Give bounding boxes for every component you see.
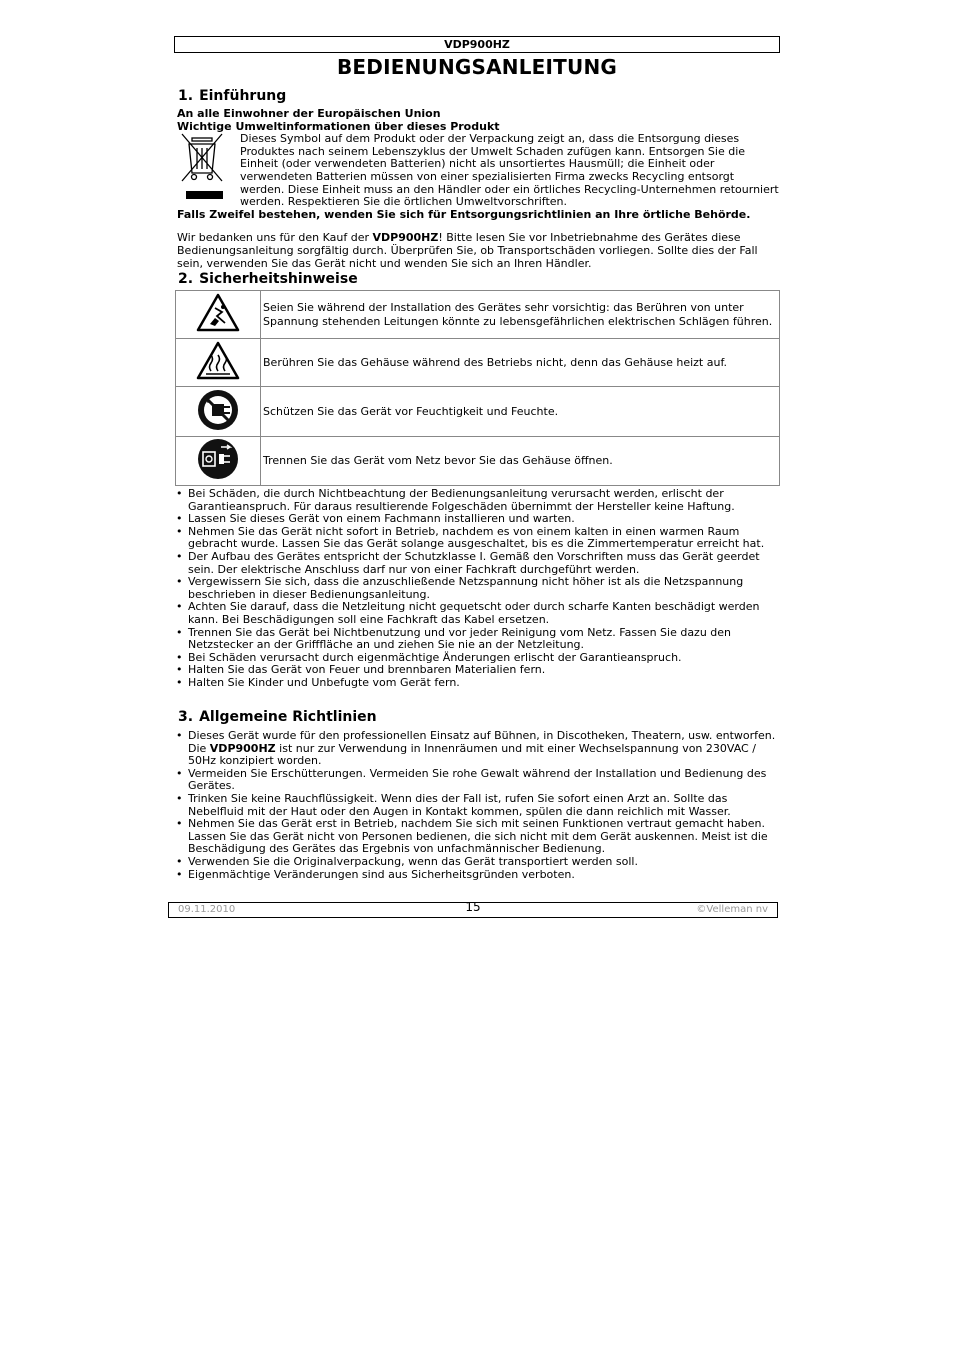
list-item: • Bei Schäden verursacht durch eigenmächtige Änderungen erlischt der Garantieanspruch.	[174, 652, 780, 665]
thanks-paragraph: Wir bedanken uns für den Kauf der VDP900HZ! Bitte lesen Sie vor Inbetriebnahme des Gerätes diese Bedienungsanleitung sorgfältig durch. Überprüfen Sie, ob Transportschäden vorliegen. Sollte dies der Fall sein, verwenden Sie das Gerät nicht und wenden Sie sich an Ihren Händler.	[177, 231, 758, 270]
safety-text-shock: Seien Sie während der Installation des Gerätes sehr vorsichtig: das Berühren von unter Spannung stehenden Leitungen könnte zu lebensgefährlichen elektrischen Schlägen führen.	[261, 291, 780, 339]
section-heading-guidelines: 3. Allgemeine Richtlinien	[178, 709, 377, 725]
manual-page	[174, 36, 780, 881]
list-item: • Halten Sie das Gerät von Feuer und brennbaren Materialien fern.	[174, 664, 780, 677]
safety-list	[174, 488, 780, 690]
safety-text-hot: Berühren Sie das Gehäuse während des Betriebs nicht, denn das Gehäuse heizt auf.	[261, 339, 780, 387]
list-item: • Eigenmächtige Veränderungen sind aus Sicherheitsgründen verboten.	[174, 869, 780, 882]
intro-block	[177, 108, 779, 270]
list-item: • Nehmen Sie das Gerät nicht sofort in Betrieb, nachdem es von einem kalten in einen warmen Raum gebracht wurde. Lassen Sie das Gerät solange ausgeschaltet, bis es die Zimmertemperatur erreicht hat.	[174, 526, 780, 551]
footer-copyright: ©Velleman nv	[696, 904, 768, 915]
list-item: • Achten Sie darauf, dass die Netzleitung nicht gequetscht oder durch scharfe Kanten beschädigt werden kann. Bei Beschädigungen soll eine Fachkraft das Kabel ersetzen.	[174, 601, 780, 626]
disconnect-power-icon	[176, 437, 261, 485]
no-moisture-icon	[176, 387, 261, 437]
disposal-advice: Falls Zweifel bestehen, wenden Sie sich für Entsorgungsrichtlinien an Ihre örtliche Behörde.	[177, 207, 751, 221]
table-row	[176, 291, 780, 339]
list-item: • Bei Schäden, die durch Nichtbeachtung der Bedienungsanleitung verursacht werden, erlischt der Garantieanspruch. Für daraus resultierende Folgeschäden übernimmt der Hersteller keine Haftung.	[174, 488, 780, 513]
list-item: • Verwenden Sie die Originalverpackung, wenn das Gerät transportiert werden soll.	[174, 856, 780, 869]
section-heading-intro: 1. Einführung	[178, 88, 287, 104]
list-item: • Nehmen Sie das Gerät erst in Betrieb, nachdem Sie sich mit seinen Funktionen vertraut gemacht haben. Lassen Sie das Gerät nicht von Personen bedienen, die sich nicht mit dem Gerät auskennen. Meist ist die Beschädigung des Gerätes das Ergebnis von unfachmännischer Bedienung.	[174, 818, 780, 856]
list-item: • Der Aufbau des Gerätes entspricht der Schutzklasse I. Gemäß den Vorschriften muss das Gerät geerdet sein. Der elektrische Anschluss darf nur von einer Fachkraft durchgeführt werden.	[174, 551, 780, 576]
page-number: 15	[465, 900, 481, 914]
model-name: VDP900HZ	[209, 741, 276, 755]
table-row	[176, 339, 780, 387]
list-item: • Trinken Sie keine Rauchflüssigkeit. Wenn dies der Fall ist, rufen Sie sofort einen Arzt an. Sollte das Nebelfluid mit der Haut oder den Augen in Kontakt kommen, spülen die dann reichlich mit Wasser.	[174, 793, 780, 818]
list-item: • Lassen Sie dieses Gerät von einem Fachmann installieren und warten.	[174, 513, 780, 526]
list-item: • Vermeiden Sie Erschütterungen. Vermeiden Sie rohe Gewalt während der Installation und Bedienung des Gerätes.	[174, 768, 780, 793]
list-item: • Trennen Sie das Gerät bei Nichtbenutzung und vor jeder Reinigung vom Netz. Fassen Sie dazu den Netzstecker an der Grifffläche an und ziehen Sie nie an der Netzleitung.	[174, 627, 780, 652]
footer-date: 09.11.2010	[178, 904, 236, 915]
list-item: • Halten Sie Kinder und Unbefugte vom Gerät fern.	[174, 677, 780, 690]
safety-text-moisture: Schützen Sie das Gerät vor Feuchtigkeit und Feuchte.	[261, 387, 780, 437]
model-name: VDP900HZ	[372, 231, 439, 245]
table-row	[176, 387, 780, 437]
guidelines-list	[174, 730, 780, 881]
recycling-text: Dieses Symbol auf dem Produkt oder der Verpackung zeigt an, dass die Entsorgung dieses Produktes nach seinem Lebenszyklus der Umwelt Schaden zufügen kann. Entsorgen Sie die Einheit (oder verwendeten Batterien) nicht als unsortiertes Hausmüll; die Einheit oder verwendeten Batterien müssen von einer spezialisierten Firma zwecks Recycling entsorgt werden. Diese Einheit muss an den Händler oder ein örtliches Recycling-Unternehmen retourniert werden. Respektieren Sie die örtlichen Umweltvorschriften.	[240, 132, 779, 209]
electric-shock-warning-icon	[176, 291, 261, 339]
page-title: BEDIENUNGSANLEITUNG	[336, 55, 618, 79]
section-heading-safety: 2. Sicherheitshinweise	[178, 271, 358, 287]
list-item: • Dieses Gerät wurde für den professionellen Einsatz auf Bühnen, in Discotheken, Theatern, usw. entworfen. Die VDP900HZ ist nur zur Verwendung in Innenräumen und mit einer Wechselspannung von 230VAC / 50Hz konzipiert worden.	[174, 730, 780, 768]
table-row	[176, 437, 780, 485]
page-footer	[168, 902, 778, 918]
environment-heading: Wichtige Umweltinformationen über dieses Produkt	[177, 119, 500, 133]
hot-surface-warning-icon	[176, 339, 261, 387]
eu-heading: An alle Einwohner der Europäischen Union	[177, 107, 441, 120]
crossed-bin-icon	[179, 133, 225, 203]
safety-table	[175, 290, 780, 486]
model-header: VDP900HZ	[174, 36, 780, 53]
list-item: • Vergewissern Sie sich, dass die anzuschließende Netzspannung nicht höher ist als die Netzspannung beschrieben in dieser Bedienungsanleitung.	[174, 576, 780, 601]
safety-text-disconnect: Trennen Sie das Gerät vom Netz bevor Sie das Gehäuse öffnen.	[261, 437, 780, 485]
recycling-notice	[177, 133, 779, 209]
